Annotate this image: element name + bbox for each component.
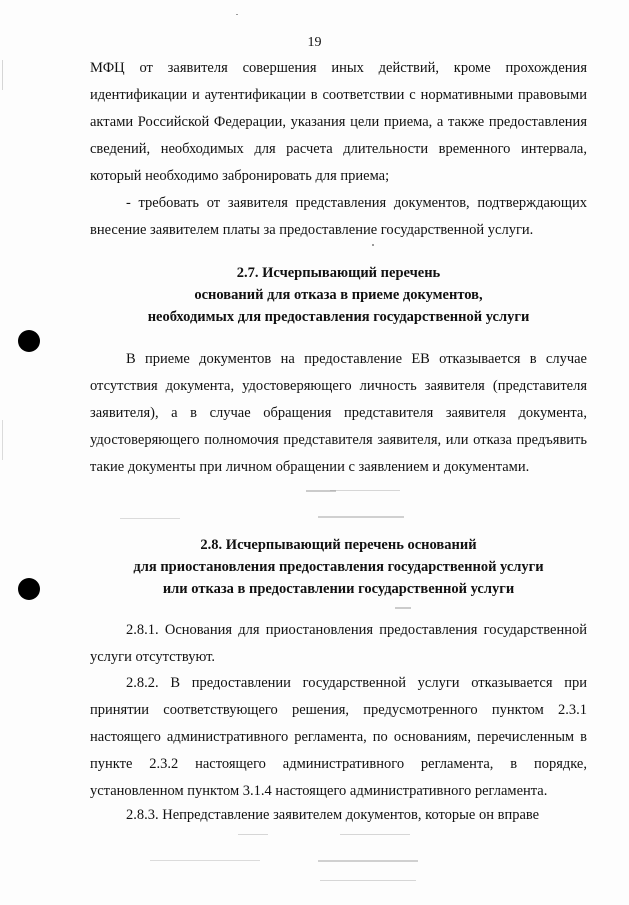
section-2-8-title-line: 2.8. Исчерпывающий перечень оснований bbox=[200, 537, 477, 553]
section-2-7-title bbox=[90, 262, 587, 328]
section-2-7-title-line: 2.7. Исчерпывающий перечень bbox=[236, 265, 441, 281]
section-2-8-title-line: или отказа в предоставлении государственной услуги bbox=[162, 581, 515, 597]
top-paragraph: МФЦ от заявителя совершения иных действий, кроме прохождения идентификации и аутентификации в соответствии с нормативными правовыми актами Российской Федерации, указания цели приема, а также предоставления сведений, необходимых для расчета длительности временного интервала, который необходимо забронировать для приема; bbox=[90, 60, 587, 184]
paragraph-2-8-3: 2.8.3. Непредставление заявителем документов, которые он вправе bbox=[126, 807, 540, 823]
punch-hole-lower bbox=[18, 578, 40, 600]
section-2-8-title-line: для приостановления предоставления государственной услуги bbox=[133, 559, 544, 575]
page-number: 19 bbox=[307, 35, 322, 50]
bullet-paragraph: - требовать от заявителя представления документов, подтверждающих внесение заявителем платы за предоставление государственной услуги. bbox=[90, 195, 587, 238]
punch-hole-upper bbox=[18, 330, 40, 352]
section-2-8-title bbox=[90, 534, 587, 600]
section-2-7-title-line: необходимых для предоставления государственной услуги bbox=[147, 309, 530, 325]
paragraph-2-8-1: 2.8.1. Основания для приостановления предоставления государственной услуги отсутствуют. bbox=[90, 622, 587, 665]
section-2-7-paragraph: В приеме документов на предоставление ЕВ отказывается в случае отсутствия документа, удостоверяющего личность заявителя (представителя заявителя), а в случае обращения представителя заявителя документа, удостоверяющего полномочия представителя заявителя, или отказа предъявить такие документы при личном обращении с заявлением и документами. bbox=[90, 351, 587, 475]
paragraph-2-8-2: 2.8.2. В предоставлении государственной услуги отказывается при принятии соответствующего решения, предусмотренного пунктом 2.3.1 настоящего административного регламента, по основаниям, перечисленным в пункте 2.3.2 настоящего административного регламента, в порядке, установленном пунктом 3.1.4 настоящего административного регламента. bbox=[90, 675, 587, 799]
section-2-7-title-line: оснований для отказа в приеме документов, bbox=[194, 287, 483, 303]
